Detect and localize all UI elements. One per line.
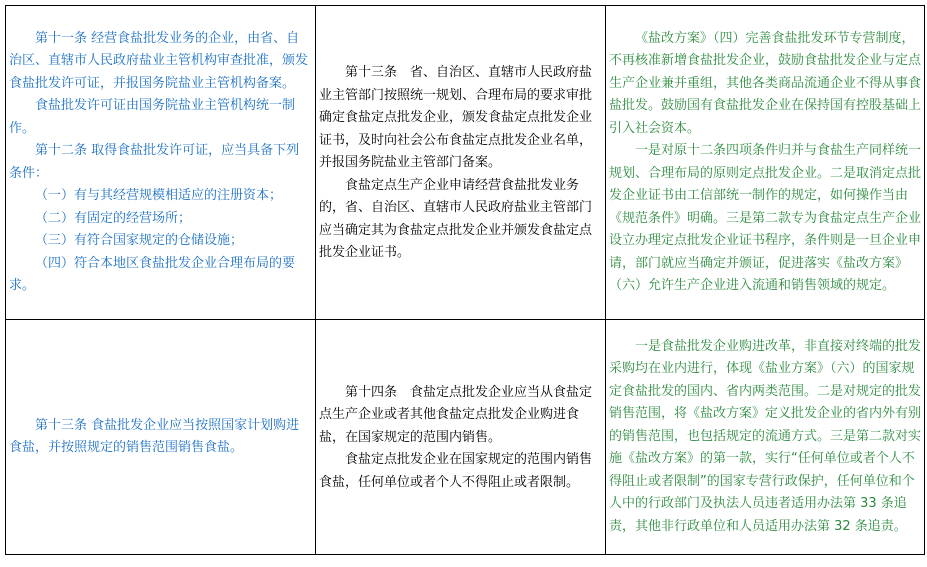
- new-paragraph: 第十三条 省、自治区、直辖市人民政府盐业主管部门按照统一规划、合理布局的要求审批确定食盐定点批发企业，颁发食盐定点批发企业证书，及时向社会公布食盐定点批发企业名单，并报国务院盐业主管部门备案。: [319, 64, 593, 170]
- table-row: [6, 320, 925, 555]
- note-cell: [606, 320, 925, 555]
- new-text-cell: [316, 320, 606, 555]
- old-paragraph: （一）有与其经营规模相适应的注册资本；: [35, 188, 283, 203]
- note-paragraph: 一是对原十二条四项条件归并与食盐生产同样统一规划、合理布局的原则定点批发企业。二是取消定点批发企业证书由工信部统一制作的规定，如何操作当由《规范条件》明确。三是第二款专为食盐定点生产企业设立办理定点批发企业证书程序，条件则是一旦企业申请，部门就应当确定并颁证，促进落实《盐改方案》（六）允许生产企业进入流通和销售领域的规定。: [609, 143, 922, 293]
- old-paragraph: （二）有固定的经营场所；: [35, 210, 192, 226]
- old-text-cell: [6, 6, 316, 320]
- table-row: [6, 6, 925, 320]
- note-cell: [606, 6, 925, 320]
- comparison-table: [5, 5, 925, 555]
- new-paragraph: 第十四条 食盐定点批发企业应当从食盐定点生产企业或者其他食盐定点批发企业购进食盐，在国家规定的范围内销售。: [319, 383, 593, 444]
- old-paragraph: 第十一条 经营食盐批发业务的企业，由省、自治区、直辖市人民政府盐业主管机构审查批准，颁发食盐批发许可证，并报国务院盐业主管机构备案。: [9, 30, 309, 91]
- note-paragraph: 一是食盐批发企业购进改革，非直接对终端的批发采购均在业内进行，体现《盐业方案》（六）的国家规定食盐批发的国内、省内两类范围。二是对规定的批发销售范围，将《盐改方案》定义批发企业的省内外有别的销售范围，也包括规定的流通方式。三是第二款对实施《盐改方案》的第一款，实行“任何单位或者个人不得阻止或者限制”的国家专营行政保护，任何单位和个人中的行政部门及执法人员违者适用办法第 33 条追责，其他非行政单位和人员适用办法第 32 条追责。: [609, 338, 922, 534]
- old-paragraph: 食盐批发许可证由国务院盐业主管机构统一制作。: [9, 98, 296, 136]
- old-paragraph: （四）符合本地区食盐批发企业合理布局的要求。: [9, 255, 296, 293]
- new-paragraph: 食盐定点批发企业在国家规定的范围内销售食盐，任何单位或者个人不得阻止或者限制。: [319, 451, 593, 489]
- old-paragraph: 第十三条 食盐批发企业应当按照国家计划购进食盐，并按照规定的销售范围销售食盐。: [9, 417, 300, 455]
- old-paragraph: （三）有符合国家规定的仓储设施；: [35, 233, 244, 248]
- old-paragraph: 第十二条 取得食盐批发许可证，应当具备下列条件：: [9, 143, 300, 181]
- note-paragraph: 《盐改方案》（四）完善食盐批发环节专营制度，不再核准新增食盐批发企业，鼓励食盐批发企业与定点生产企业兼并重组，其他各类商品流通企业不得从事食盐批发。鼓励国有食盐批发企业在保持国有控股基础上引入社会资本。: [609, 30, 922, 136]
- old-text-cell: [6, 320, 316, 555]
- new-text-cell: [316, 6, 606, 320]
- new-paragraph: 食盐定点生产企业申请经营食盐批发业务的，省、自治区、直辖市人民政府盐业主管部门应当确定其为食盐定点批发企业并颁发食盐定点批发企业证书。: [319, 176, 593, 260]
